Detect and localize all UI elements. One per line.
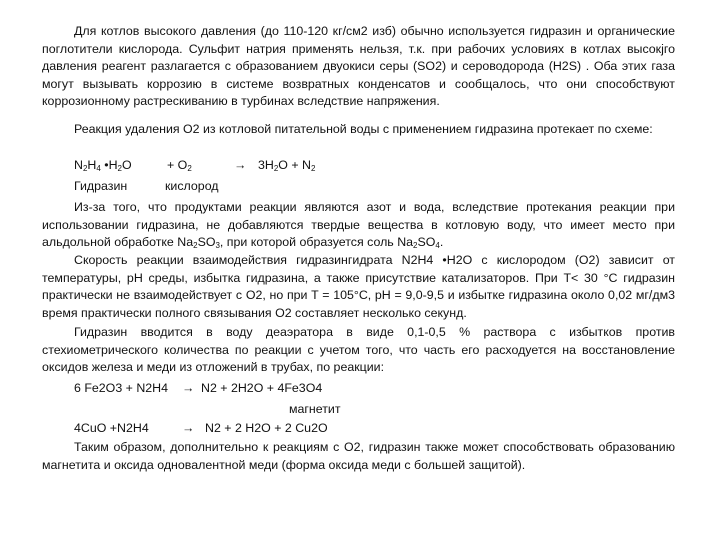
reaction-copper-lhs: 4CuO +N2H4 [74,421,149,435]
reaction-magnetite-arrow: → [182,381,195,395]
reaction-magnetite-lhs: 6 Fe2O3 + N2H4 [74,381,169,395]
label-oxygen: кислород [165,179,219,193]
paragraph-reaction-products: Из-за того, что продуктами реакции являются азот и вода, вследствие протекания реакции при использовании гидразина, не добавляются твердые вещества в котловую воду, что имеет место при альдольной обработке $Na_2SO_3$, при которой образуется соль $Na_2SO_4$. [42,200,675,251]
paragraph-conclusion: Таким образом, дополнительно к реакциям с O2, гидразин также может способствовать образованию магнетита и оксида одновалентной меди (форма оксида меди с большей защитой). [42,440,675,472]
reaction-magnetite-rhs: N2 + 2H2O + 4Fe3O4 [201,381,323,395]
reaction-copper-arrow: → [182,421,195,435]
paragraph-reaction-intro: Реакция удаления O2 из котловой питательной воды с применением гидразина протекает по схеме: [74,122,653,136]
reaction-arrow: → [234,158,247,172]
reaction-oxygen-term: + $O_2$ [167,158,192,173]
reaction-copper-rhs: N2 + 2 H2O + 2 Cu2O [205,421,328,435]
paragraph-high-pressure-boilers: Для котлов высокого давления (до 110-120 кг/см2 изб) обычно используется гидразин и органические поглотители кислорода. Сульфит натрия применять нельзя, т.к. при рабочих условиях в котлах высокјго давления реагент разлагается с образованием двуокиси серы (SO2) и сероводорода (H2S) . Оба этих газа могут вызывать коррозию в системе возвратных конденсатов и сообщалось, что они способствуют коррозионному растрескиванию в турбинах вследствие напряжения. [42,24,675,109]
paragraph-reaction-rate: Скорость реакции взаимодействия гидразингидрата N2H4 •H2O с кислородом (O2) зависит от температуры, рН среды, избытка гидразина, а также присутствие катализаторов. При T< 30 °C гидразин практически не взаимодействует с O2, но при T = 105°C, рН = 9,0-9,5 и избытке гидразина около 0,02 мг/дм3 время практически полного связывания O2 составляет несколько секунд. [42,253,675,320]
reaction-products: $3H_2O + N_2$ [258,158,316,173]
paragraph-deaerator: Гидразин вводится в воду деаэратора в виде 0,1-0,5 % раствора с избытков против стехиометрического количества по реакции с учетом того, что часть его расходуется на восстановление оксидов железа и меди из отложений в трубах, по реакции: [42,325,675,375]
label-hydrazine: Гидразин [74,179,128,193]
label-magnetite: магнетит [289,402,341,416]
reaction-hydrazine-lhs: $N_2H_4$ $•H_2O$ [74,158,132,173]
